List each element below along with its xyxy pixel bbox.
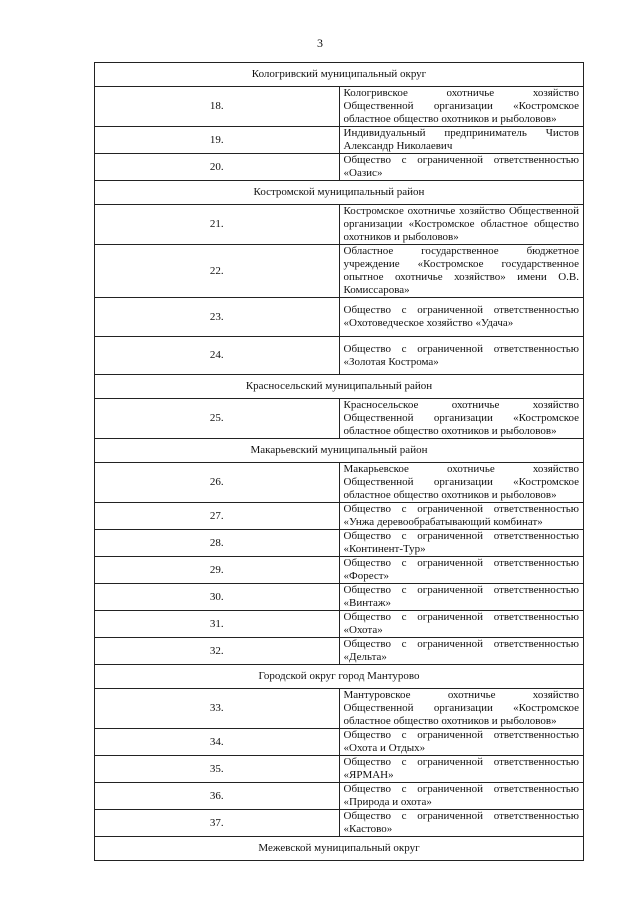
table-row [95,557,584,584]
table-row [95,611,584,638]
table-row [95,756,584,783]
organization-name: Мантуровское охотничье хозяйство Общественной организации «Костромское областное общество охотников и рыболовов» [339,689,584,729]
organization-name: Общество с ограниченной ответственностью «Охота» [339,611,584,638]
district-name: Кологривский муниципальный округ [95,63,584,87]
table-row [95,638,584,665]
district-name: Макарьевский муниципальный район [95,439,584,463]
organization-name: Общество с ограниченной ответственностью «Природа и охота» [339,783,584,810]
organization-name: Общество с ограниченной ответственностью «Континент-Тур» [339,530,584,557]
organization-name: Общество с ограниченной ответственностью «Оазис» [339,154,584,181]
page-number: 3 [317,36,323,50]
row-number: 31. [95,611,340,638]
table-row [95,463,584,503]
row-number: 32. [95,638,340,665]
table-row [95,689,584,729]
table-row [95,205,584,245]
organization-name: Индивидуальный предприниматель Чистов Александр Николаевич [339,127,584,154]
row-number: 30. [95,584,340,611]
row-number: 29. [95,557,340,584]
row-number: 19. [95,127,340,154]
district-header-row [95,439,584,463]
row-number: 28. [95,530,340,557]
row-number: 26. [95,463,340,503]
organization-name: Областное государственное бюджетное учреждение «Костромское государственное опытное охотничье хозяйство» имени О.В. Комиссарова» [339,245,584,298]
row-number: 22. [95,245,340,298]
district-name: Красносельский муниципальный район [95,375,584,399]
table-row [95,245,584,298]
organization-name: Общество с ограниченной ответственностью «Винтаж» [339,584,584,611]
row-number: 21. [95,205,340,245]
row-number: 24. [95,337,340,375]
table-row [95,399,584,439]
organization-name: Общество с ограниченной ответственностью «Дельта» [339,638,584,665]
organization-name: Макарьевское охотничье хозяйство Общественной организации «Костромское областное общество охотников и рыболовов» [339,463,584,503]
row-number: 23. [95,298,340,337]
table-row [95,530,584,557]
table-row [95,810,584,837]
table-row [95,298,584,337]
district-header-row [95,63,584,87]
row-number: 34. [95,729,340,756]
row-number: 33. [95,689,340,729]
table-row [95,584,584,611]
row-number: 36. [95,783,340,810]
organization-name: Общество с ограниченной ответственностью «Форест» [339,557,584,584]
organization-name: Красносельское охотничье хозяйство Общественной организации «Костромское областное общество охотников и рыболовов» [339,399,584,439]
row-number: 27. [95,503,340,530]
row-number: 25. [95,399,340,439]
organization-name: Общество с ограниченной ответственностью «Золотая Кострома» [339,337,584,375]
organization-name: Общество с ограниченной ответственностью «ЯРМАН» [339,756,584,783]
district-header-row [95,665,584,689]
row-number: 35. [95,756,340,783]
district-name: Городской округ город Мантурово [95,665,584,689]
hunting-farms-table [94,62,584,861]
organization-name: Общество с ограниченной ответственностью «Охота и Отдых» [339,729,584,756]
district-header-row [95,181,584,205]
table-row [95,154,584,181]
table-row [95,337,584,375]
organization-name: Общество с ограниченной ответственностью «Охотоведческое хозяйство «Удача» [339,298,584,337]
district-header-row [95,837,584,861]
district-header-row [95,375,584,399]
table-row [95,783,584,810]
district-name: Межевской муниципальный округ [95,837,584,861]
district-name: Костромской муниципальный район [95,181,584,205]
row-number: 18. [95,87,340,127]
organization-name: Кологривское охотничье хозяйство Общественной организации «Костромское областное общество охотников и рыболовов» [339,87,584,127]
table-row [95,87,584,127]
row-number: 20. [95,154,340,181]
organization-name: Общество с ограниченной ответственностью «Унжа деревообрабатывающий комбинат» [339,503,584,530]
table-row [95,503,584,530]
table-row [95,729,584,756]
table-body [95,63,584,861]
organization-name: Костромское охотничье хозяйство Общественной организации «Костромское областное общество охотников и рыболовов» [339,205,584,245]
table-row [95,127,584,154]
organization-name: Общество с ограниченной ответственностью «Кастово» [339,810,584,837]
row-number: 37. [95,810,340,837]
